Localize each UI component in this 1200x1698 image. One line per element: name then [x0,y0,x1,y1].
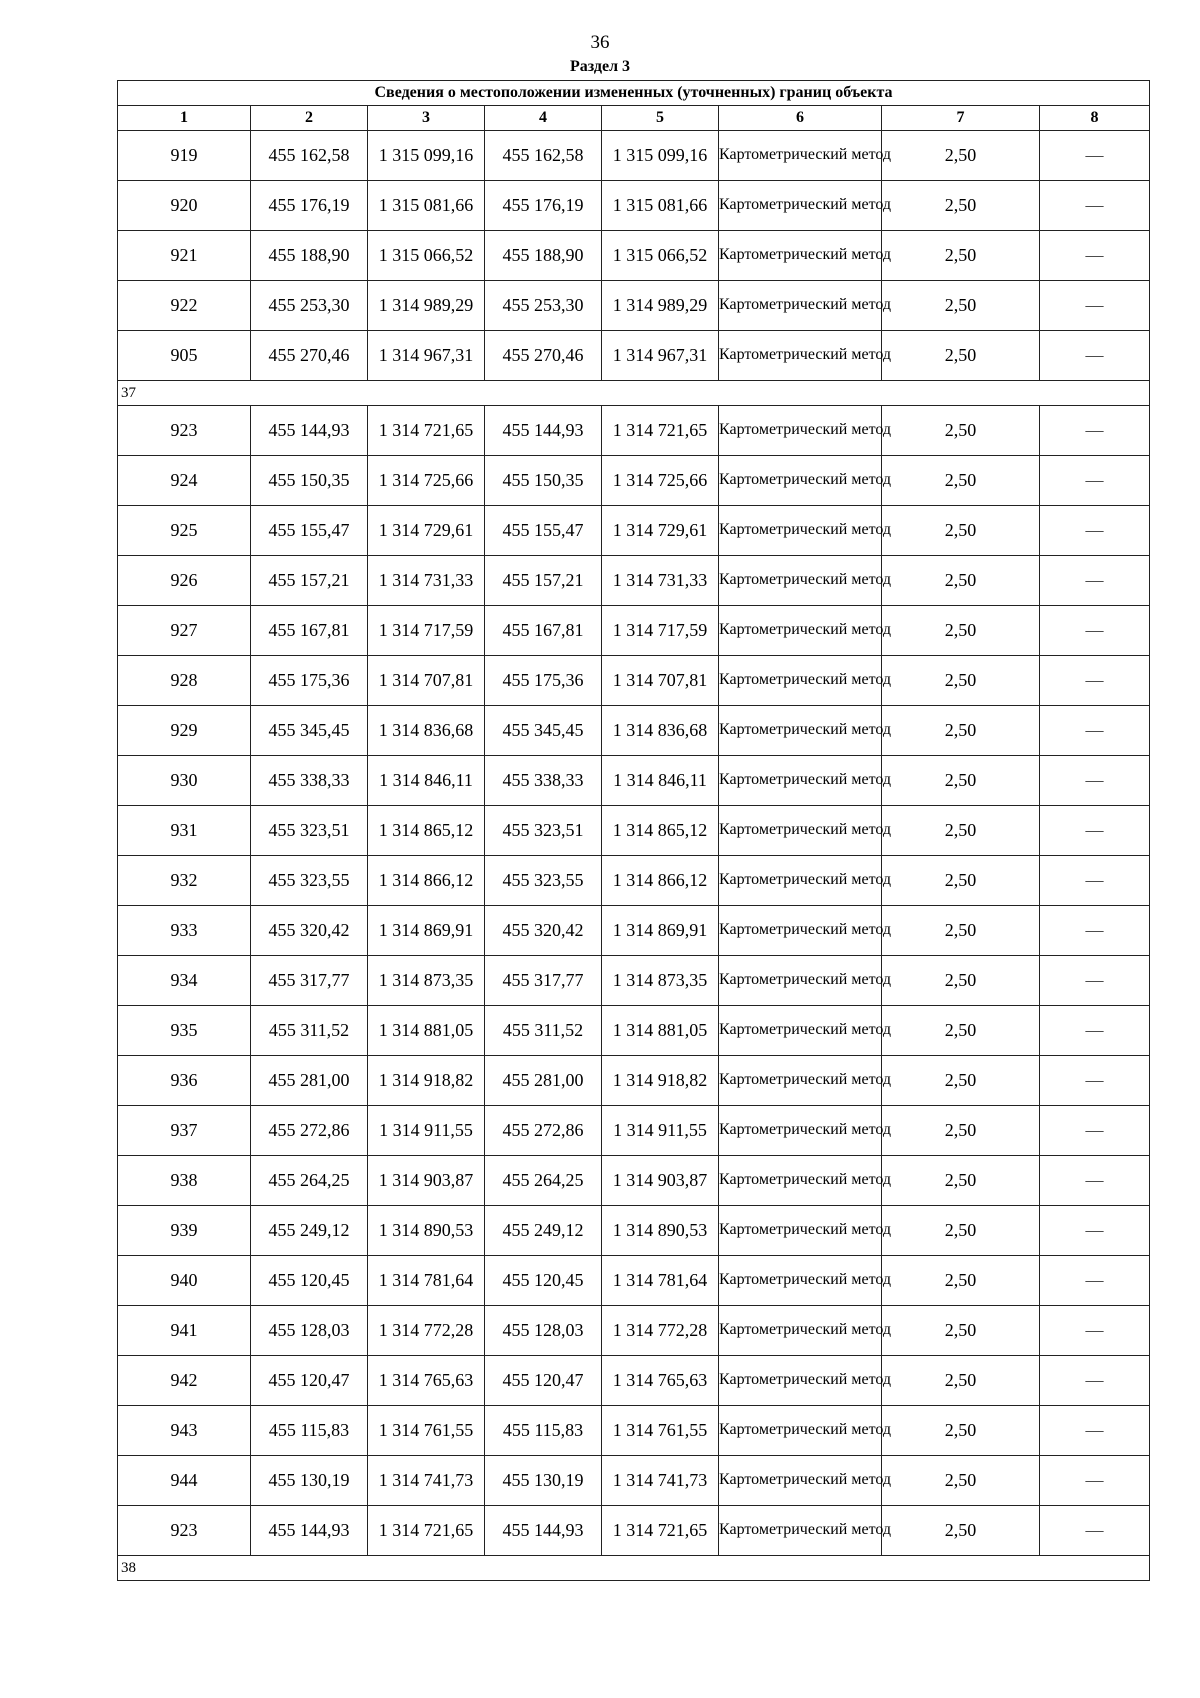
existing-x-cell: 455 311,52 [251,1006,368,1056]
refined-y-cell: 1 314 967,31 [602,331,719,381]
page-break-row [118,1556,1150,1581]
precision-cell: 2,50 [882,1256,1040,1306]
refined-y-cell: 1 314 721,65 [602,1506,719,1556]
existing-x-cell: 455 281,00 [251,1056,368,1106]
refined-x-cell: 455 128,03 [485,1306,602,1356]
note-cell: — [1040,456,1150,506]
method-cell: Картометрический метод [719,1156,882,1206]
existing-x-cell: 455 157,21 [251,556,368,606]
table-row [118,456,1150,506]
existing-y-cell: 1 315 081,66 [368,181,485,231]
method-cell: Картометрический метод [719,456,882,506]
table-row [118,756,1150,806]
precision-cell: 2,50 [882,756,1040,806]
method-cell: Картометрический метод [719,1356,882,1406]
table-row [118,556,1150,606]
point-number-cell: 905 [118,331,251,381]
point-number-cell: 923 [118,1506,251,1556]
note-cell: — [1040,231,1150,281]
refined-y-cell: 1 315 099,16 [602,131,719,181]
table-row [118,806,1150,856]
refined-x-cell: 455 150,35 [485,456,602,506]
refined-x-cell: 455 317,77 [485,956,602,1006]
note-cell: — [1040,181,1150,231]
refined-y-cell: 1 314 989,29 [602,281,719,331]
note-cell: — [1040,1256,1150,1306]
refined-x-cell: 455 155,47 [485,506,602,556]
next-page-number: 37 [118,381,1150,406]
point-number-cell: 933 [118,906,251,956]
next-page-number: 38 [118,1556,1150,1581]
column-number: 6 [719,106,882,131]
point-number-cell: 944 [118,1456,251,1506]
method-cell: Картометрический метод [719,1306,882,1356]
method-cell: Картометрический метод [719,281,882,331]
point-number-cell: 931 [118,806,251,856]
existing-x-cell: 455 120,45 [251,1256,368,1306]
method-cell: Картометрический метод [719,1456,882,1506]
refined-x-cell: 455 144,93 [485,1506,602,1556]
precision-cell: 2,50 [882,906,1040,956]
point-number-cell: 943 [118,1406,251,1456]
existing-x-cell: 455 320,42 [251,906,368,956]
existing-x-cell: 455 338,33 [251,756,368,806]
refined-y-cell: 1 314 721,65 [602,406,719,456]
table-row [118,181,1150,231]
existing-x-cell: 455 162,58 [251,131,368,181]
refined-y-cell: 1 314 741,73 [602,1456,719,1506]
method-cell: Картометрический метод [719,1006,882,1056]
table-row [118,1506,1150,1556]
existing-y-cell: 1 314 967,31 [368,331,485,381]
table-row [118,1406,1150,1456]
table-row [118,1156,1150,1206]
method-cell: Картометрический метод [719,231,882,281]
column-number: 3 [368,106,485,131]
note-cell: — [1040,1156,1150,1206]
table-row [118,1056,1150,1106]
precision-cell: 2,50 [882,956,1040,1006]
precision-cell: 2,50 [882,1456,1040,1506]
existing-x-cell: 455 317,77 [251,956,368,1006]
method-cell: Картометрический метод [719,656,882,706]
note-cell: — [1040,1106,1150,1156]
precision-cell: 2,50 [882,181,1040,231]
refined-x-cell: 455 130,19 [485,1456,602,1506]
note-cell: — [1040,131,1150,181]
note-cell: — [1040,956,1150,1006]
point-number-cell: 926 [118,556,251,606]
method-cell: Картометрический метод [719,1506,882,1556]
note-cell: — [1040,406,1150,456]
point-number-cell: 921 [118,231,251,281]
method-cell: Картометрический метод [719,756,882,806]
precision-cell: 2,50 [882,1106,1040,1156]
existing-x-cell: 455 150,35 [251,456,368,506]
table-row [118,1006,1150,1056]
precision-cell: 2,50 [882,331,1040,381]
table-row [118,1356,1150,1406]
table-caption-row [118,81,1150,106]
note-cell: — [1040,906,1150,956]
refined-y-cell: 1 315 081,66 [602,181,719,231]
existing-x-cell: 455 272,86 [251,1106,368,1156]
refined-x-cell: 455 157,21 [485,556,602,606]
point-number-cell: 927 [118,606,251,656]
note-cell: — [1040,1506,1150,1556]
column-number: 4 [485,106,602,131]
precision-cell: 2,50 [882,1306,1040,1356]
refined-y-cell: 1 314 866,12 [602,856,719,906]
precision-cell: 2,50 [882,1006,1040,1056]
existing-x-cell: 455 130,19 [251,1456,368,1506]
point-number-cell: 939 [118,1206,251,1256]
table-row [118,856,1150,906]
existing-y-cell: 1 314 729,61 [368,506,485,556]
existing-y-cell: 1 314 869,91 [368,906,485,956]
existing-x-cell: 455 120,47 [251,1356,368,1406]
precision-cell: 2,50 [882,1056,1040,1106]
refined-y-cell: 1 314 918,82 [602,1056,719,1106]
precision-cell: 2,50 [882,1206,1040,1256]
existing-x-cell: 455 176,19 [251,181,368,231]
table-caption: Сведения о местоположении измененных (уточненных) границ объекта [118,81,1150,106]
precision-cell: 2,50 [882,806,1040,856]
refined-y-cell: 1 315 066,52 [602,231,719,281]
existing-y-cell: 1 314 772,28 [368,1306,485,1356]
existing-x-cell: 455 264,25 [251,1156,368,1206]
refined-y-cell: 1 314 761,55 [602,1406,719,1456]
existing-y-cell: 1 314 866,12 [368,856,485,906]
table-row [118,1456,1150,1506]
point-number-cell: 937 [118,1106,251,1156]
existing-y-cell: 1 314 721,65 [368,1506,485,1556]
refined-x-cell: 455 311,52 [485,1006,602,1056]
existing-x-cell: 455 249,12 [251,1206,368,1256]
existing-y-cell: 1 314 911,55 [368,1106,485,1156]
method-cell: Картометрический метод [719,181,882,231]
method-cell: Картометрический метод [719,331,882,381]
existing-y-cell: 1 314 781,64 [368,1256,485,1306]
table-row [118,131,1150,181]
refined-y-cell: 1 314 772,28 [602,1306,719,1356]
table-row [118,506,1150,556]
existing-x-cell: 455 175,36 [251,656,368,706]
existing-x-cell: 455 323,51 [251,806,368,856]
existing-y-cell: 1 314 721,65 [368,406,485,456]
note-cell: — [1040,1006,1150,1056]
point-number-cell: 919 [118,131,251,181]
point-number-cell: 930 [118,756,251,806]
point-number-cell: 923 [118,406,251,456]
point-number-cell: 928 [118,656,251,706]
refined-y-cell: 1 314 836,68 [602,706,719,756]
table-body [118,131,1150,1581]
existing-y-cell: 1 314 881,05 [368,1006,485,1056]
point-number-cell: 938 [118,1156,251,1206]
existing-y-cell: 1 314 717,59 [368,606,485,656]
refined-x-cell: 455 188,90 [485,231,602,281]
refined-x-cell: 455 264,25 [485,1156,602,1206]
method-cell: Картометрический метод [719,1206,882,1256]
table-row [118,231,1150,281]
method-cell: Картометрический метод [719,506,882,556]
table-row [118,1206,1150,1256]
precision-cell: 2,50 [882,556,1040,606]
precision-cell: 2,50 [882,1406,1040,1456]
refined-x-cell: 455 120,45 [485,1256,602,1306]
method-cell: Картометрический метод [719,1056,882,1106]
existing-y-cell: 1 314 890,53 [368,1206,485,1256]
column-number: 7 [882,106,1040,131]
table-row [118,656,1150,706]
existing-x-cell: 455 115,83 [251,1406,368,1456]
existing-y-cell: 1 314 707,81 [368,656,485,706]
existing-y-cell: 1 314 836,68 [368,706,485,756]
note-cell: — [1040,1306,1150,1356]
precision-cell: 2,50 [882,456,1040,506]
method-cell: Картометрический метод [719,706,882,756]
refined-x-cell: 455 175,36 [485,656,602,706]
point-number-cell: 934 [118,956,251,1006]
existing-x-cell: 455 270,46 [251,331,368,381]
existing-y-cell: 1 314 765,63 [368,1356,485,1406]
section-title: Раздел 3 [569,58,631,75]
refined-x-cell: 455 323,51 [485,806,602,856]
precision-cell: 2,50 [882,656,1040,706]
table-row [118,906,1150,956]
method-cell: Картометрический метод [719,1256,882,1306]
existing-y-cell: 1 315 099,16 [368,131,485,181]
existing-y-cell: 1 314 903,87 [368,1156,485,1206]
note-cell: — [1040,856,1150,906]
table-row [118,406,1150,456]
existing-y-cell: 1 314 918,82 [368,1056,485,1106]
refined-x-cell: 455 176,19 [485,181,602,231]
existing-x-cell: 455 253,30 [251,281,368,331]
refined-x-cell: 455 323,55 [485,856,602,906]
existing-x-cell: 455 144,93 [251,406,368,456]
refined-x-cell: 455 338,33 [485,756,602,806]
existing-x-cell: 455 144,93 [251,1506,368,1556]
point-number-cell: 942 [118,1356,251,1406]
refined-y-cell: 1 314 873,35 [602,956,719,1006]
precision-cell: 2,50 [882,1156,1040,1206]
refined-y-cell: 1 314 865,12 [602,806,719,856]
existing-y-cell: 1 314 761,55 [368,1406,485,1456]
method-cell: Картометрический метод [719,556,882,606]
refined-x-cell: 455 281,00 [485,1056,602,1106]
precision-cell: 2,50 [882,281,1040,331]
precision-cell: 2,50 [882,1506,1040,1556]
precision-cell: 2,50 [882,231,1040,281]
table-row [118,1106,1150,1156]
refined-x-cell: 455 345,45 [485,706,602,756]
refined-x-cell: 455 144,93 [485,406,602,456]
refined-x-cell: 455 272,86 [485,1106,602,1156]
method-cell: Картометрический метод [719,906,882,956]
note-cell: — [1040,756,1150,806]
refined-y-cell: 1 314 911,55 [602,1106,719,1156]
refined-y-cell: 1 314 725,66 [602,456,719,506]
refined-x-cell: 455 249,12 [485,1206,602,1256]
refined-y-cell: 1 314 903,87 [602,1156,719,1206]
refined-x-cell: 455 320,42 [485,906,602,956]
refined-y-cell: 1 314 765,63 [602,1356,719,1406]
precision-cell: 2,50 [882,606,1040,656]
precision-cell: 2,50 [882,1356,1040,1406]
note-cell: — [1040,656,1150,706]
existing-y-cell: 1 314 846,11 [368,756,485,806]
table-row [118,706,1150,756]
note-cell: — [1040,1056,1150,1106]
note-cell: — [1040,281,1150,331]
refined-x-cell: 455 270,46 [485,331,602,381]
point-number-cell: 935 [118,1006,251,1056]
precision-cell: 2,50 [882,706,1040,756]
note-cell: — [1040,806,1150,856]
refined-y-cell: 1 314 846,11 [602,756,719,806]
point-number-cell: 929 [118,706,251,756]
point-number-cell: 940 [118,1256,251,1306]
column-number: 8 [1040,106,1150,131]
boundary-coordinates-table [117,80,1150,1581]
note-cell: — [1040,506,1150,556]
existing-y-cell: 1 314 873,35 [368,956,485,1006]
table-row [118,1306,1150,1356]
note-cell: — [1040,1206,1150,1256]
precision-cell: 2,50 [882,406,1040,456]
note-cell: — [1040,331,1150,381]
method-cell: Картометрический метод [719,856,882,906]
refined-y-cell: 1 314 717,59 [602,606,719,656]
existing-y-cell: 1 315 066,52 [368,231,485,281]
existing-y-cell: 1 314 741,73 [368,1456,485,1506]
method-cell: Картометрический метод [719,806,882,856]
column-number: 2 [251,106,368,131]
note-cell: — [1040,706,1150,756]
column-number: 1 [118,106,251,131]
existing-y-cell: 1 314 865,12 [368,806,485,856]
existing-x-cell: 455 345,45 [251,706,368,756]
table-row [118,606,1150,656]
existing-x-cell: 455 155,47 [251,506,368,556]
method-cell: Картометрический метод [719,131,882,181]
note-cell: — [1040,606,1150,656]
point-number-cell: 925 [118,506,251,556]
refined-y-cell: 1 314 881,05 [602,1006,719,1056]
refined-y-cell: 1 314 707,81 [602,656,719,706]
note-cell: — [1040,1406,1150,1456]
refined-y-cell: 1 314 869,91 [602,906,719,956]
table-row [118,956,1150,1006]
note-cell: — [1040,1356,1150,1406]
precision-cell: 2,50 [882,506,1040,556]
note-cell: — [1040,556,1150,606]
page-break-row [118,381,1150,406]
refined-y-cell: 1 314 781,64 [602,1256,719,1306]
point-number-cell: 941 [118,1306,251,1356]
refined-x-cell: 455 162,58 [485,131,602,181]
column-number: 5 [602,106,719,131]
method-cell: Картометрический метод [719,606,882,656]
existing-x-cell: 455 323,55 [251,856,368,906]
method-cell: Картометрический метод [719,406,882,456]
table-row [118,281,1150,331]
refined-x-cell: 455 120,47 [485,1356,602,1406]
precision-cell: 2,50 [882,856,1040,906]
refined-x-cell: 455 253,30 [485,281,602,331]
method-cell: Картометрический метод [719,956,882,1006]
note-cell: — [1040,1456,1150,1506]
point-number-cell: 932 [118,856,251,906]
refined-x-cell: 455 167,81 [485,606,602,656]
refined-y-cell: 1 314 731,33 [602,556,719,606]
method-cell: Картометрический метод [719,1106,882,1156]
existing-y-cell: 1 314 989,29 [368,281,485,331]
existing-x-cell: 455 188,90 [251,231,368,281]
point-number-cell: 920 [118,181,251,231]
page-number: 36 [590,32,610,53]
table-row [118,331,1150,381]
refined-y-cell: 1 314 890,53 [602,1206,719,1256]
column-number-row [118,106,1150,131]
method-cell: Картометрический метод [719,1406,882,1456]
point-number-cell: 936 [118,1056,251,1106]
existing-y-cell: 1 314 725,66 [368,456,485,506]
refined-y-cell: 1 314 729,61 [602,506,719,556]
table-row [118,1256,1150,1306]
existing-y-cell: 1 314 731,33 [368,556,485,606]
refined-x-cell: 455 115,83 [485,1406,602,1456]
precision-cell: 2,50 [882,131,1040,181]
point-number-cell: 922 [118,281,251,331]
existing-x-cell: 455 167,81 [251,606,368,656]
existing-x-cell: 455 128,03 [251,1306,368,1356]
point-number-cell: 924 [118,456,251,506]
